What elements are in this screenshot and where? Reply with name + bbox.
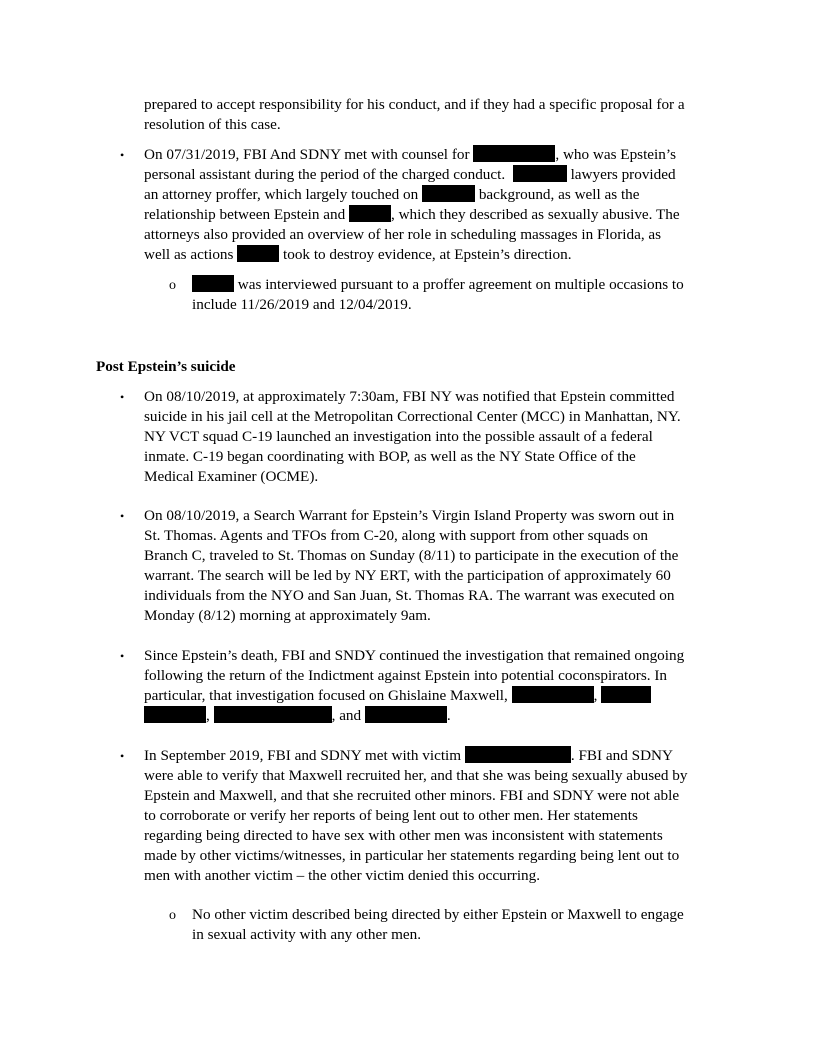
text-line: Since Epstein’s death, FBI and SNDY continued the investigation that remained ongoing: [144, 647, 685, 664]
text-line: attorneys also provided an overview of her role in scheduling massages in Florida, as: [144, 226, 662, 243]
text-line: On 08/10/2019, at approximately 7:30am, FBI NY was notified that Epstein committed: [144, 388, 675, 405]
text-line: suicide in his jail cell at the Metropolitan Correctional Center (MCC) in Manhattan, NY.: [144, 408, 681, 425]
text-line: NY VCT squad C-19 launched an investigation into the possible assault of a federal: [144, 428, 653, 445]
redaction-block: [349, 205, 391, 222]
redaction-block: [214, 706, 332, 723]
text-line: [144, 245, 572, 265]
redaction-block: [512, 686, 594, 703]
text-line: On 08/10/2019, a Search Warrant for Epstein’s Virgin Island Property was sworn out in: [144, 507, 675, 524]
text-line: [144, 205, 680, 225]
text-line: inmate. C-19 began coordinating with BOP, as well as the NY State Office of the: [144, 448, 636, 465]
text-segment: . FBI and SDNY: [570, 747, 673, 764]
text-segment: , and: [331, 707, 362, 724]
text-line: Medical Examiner (OCME).: [144, 468, 319, 485]
text-line: regarding being directed to have sex with other men was inconsistent with statements: [144, 827, 663, 844]
text-segment: , who was Epstein’s: [555, 146, 676, 163]
text-line: were able to verify that Maxwell recruited her, and that she was being sexually abused by: [144, 767, 688, 784]
text-segment: took to destroy evidence, at Epstein’s direction.: [283, 246, 572, 263]
bullet-marker: •: [120, 749, 125, 763]
text-segment: , which they described as sexually abusive. The: [390, 206, 680, 223]
text-line: individuals from the NYO and San Juan, St. Thomas RA. The warrant was executed on: [144, 587, 675, 604]
bullet-marker: •: [120, 649, 125, 663]
redaction-block: [513, 165, 567, 182]
text-segment: On 07/31/2019, FBI And SDNY met with counsel for: [144, 146, 470, 163]
section-heading: Post Epstein’s suicide: [96, 358, 236, 375]
text-line: [144, 706, 451, 726]
redaction-block: [601, 686, 651, 703]
bullet-marker: •: [120, 148, 125, 162]
text-line: Monday (8/12) morning at approximately 9am.: [144, 607, 431, 624]
redaction-block: [365, 706, 447, 723]
text-line: include 11/26/2019 and 12/04/2019.: [192, 296, 412, 313]
text-line: to corroborate or verify her reports of being lent out to other men. Her statements: [144, 807, 638, 824]
text-line: warrant. The search will be led by NY ERT, with the participation of approximately 60: [144, 567, 671, 584]
text-line: men with another victim – the other victim denied this occurring.: [144, 867, 541, 884]
text-line: No other victim described being directed by either Epstein or Maxwell to engage: [192, 906, 684, 923]
text-segment: personal assistant during the period of the charged conduct.: [144, 166, 506, 183]
text-line: [144, 686, 651, 706]
bullet-marker: •: [120, 390, 125, 404]
text-line: Epstein and Maxwell, and that she recruited other minors. FBI and SDNY were not able: [144, 787, 680, 804]
text-segment: was interviewed pursuant to a proffer agreement on multiple occasions to: [237, 276, 684, 293]
redaction-block: [192, 275, 234, 292]
text-segment: In September 2019, FBI and SDNY met with victim: [144, 747, 462, 764]
text-line: [144, 185, 640, 205]
text-line: resolution of this case.: [144, 116, 281, 133]
text-segment: .: [446, 707, 451, 724]
sub-bullet-marker: o: [169, 278, 176, 293]
redaction-block: [237, 245, 279, 262]
text-segment: an attorney proffer, which largely touched on: [144, 186, 419, 203]
text-line: in sexual activity with any other men.: [192, 926, 422, 943]
text-segment: ,: [206, 707, 210, 724]
text-segment: lawyers provided: [570, 166, 676, 183]
redaction-block: [465, 746, 571, 763]
text-line: prepared to accept responsibility for his conduct, and if they had a specific proposal for a: [144, 96, 685, 113]
sub-bullet-marker: o: [169, 908, 176, 923]
text-segment: ,: [593, 687, 598, 704]
text-segment: well as actions: [144, 246, 234, 263]
text-segment: particular, that investigation focused on Ghislaine Maxwell,: [144, 687, 508, 704]
text-line: [144, 145, 676, 165]
text-line: following the return of the Indictment against Epstein into potential coconspirators. In: [144, 667, 667, 684]
text-line: [144, 746, 673, 766]
redaction-block: [422, 185, 475, 202]
text-line: St. Thomas. Agents and TFOs from C-20, along with support from other squads on: [144, 527, 648, 544]
text-line: made by other victims/witnesses, in particular her statements regarding being lent out to: [144, 847, 680, 864]
text-line: Branch C, traveled to St. Thomas on Sunday (8/11) to participate in the execution of the: [144, 547, 679, 564]
text-line: [144, 165, 676, 185]
redaction-block: [144, 706, 206, 723]
text-line: [192, 275, 684, 295]
bullet-marker: •: [120, 509, 125, 523]
text-segment: background, as well as the: [478, 186, 640, 203]
redaction-block: [473, 145, 555, 162]
text-segment: relationship between Epstein and: [144, 206, 346, 223]
